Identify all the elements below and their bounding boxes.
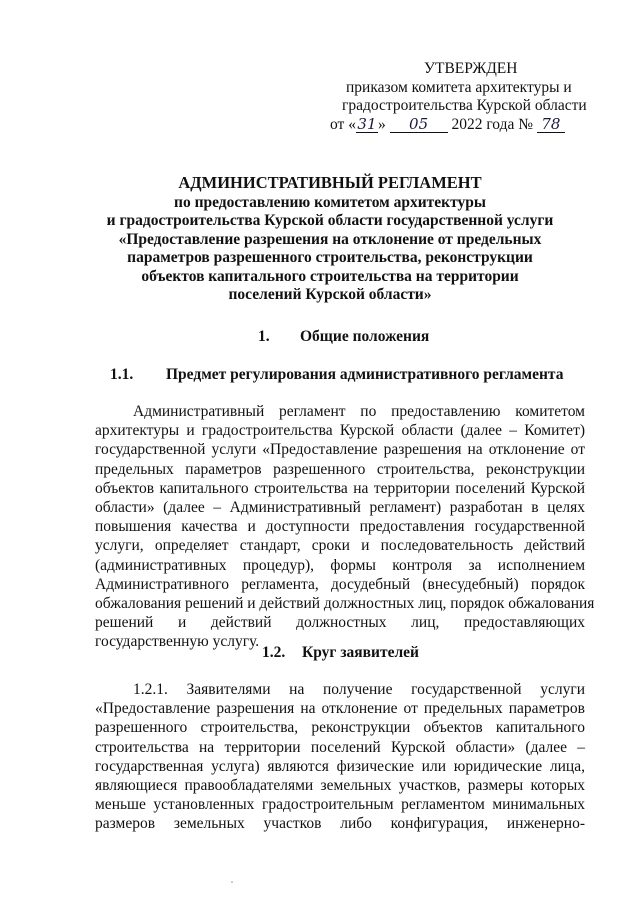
title-line-7: поселений Курской области» bbox=[228, 286, 432, 303]
paragraph-line: (административных процедур), формы контроля за исполнением bbox=[95, 556, 585, 574]
approval-heading: УТВЕРЖДЕН bbox=[424, 60, 518, 77]
approval-date-line bbox=[300, 116, 600, 135]
paragraph-line: повышения качества и доступности предоставления государственной bbox=[95, 518, 585, 536]
approval-line-committee: градостроительства Курской области bbox=[342, 97, 587, 114]
section-1-1-number: 1.1. bbox=[110, 366, 134, 383]
paragraph-line: обжалования решений и действий должностных лиц, порядок обжалования bbox=[95, 594, 595, 612]
section-1-heading bbox=[258, 328, 429, 346]
paragraph-line: являющиеся правообладателями земельных участков, размеры которых bbox=[95, 776, 585, 794]
section-1-2-paragraph bbox=[95, 680, 585, 834]
approval-month-handwritten: 05 bbox=[409, 114, 429, 133]
section-1-2-title: Круг заявителей bbox=[302, 644, 419, 661]
title-line-3: и градостроительства Курской области государственной услуги bbox=[106, 212, 554, 229]
paragraph-line: архитектуры и градостроительства Курской области (далее – Комитет) bbox=[95, 422, 585, 440]
document-title bbox=[90, 174, 570, 305]
paragraph-line: Административный регламент по предоставлению комитетом bbox=[133, 403, 585, 420]
paragraph-line: меньше установленных градостроительным регламентом минимальных bbox=[95, 796, 585, 814]
paragraph-line: государственная услуга) являются физические или юридические лица, bbox=[95, 757, 585, 775]
approval-number-handwritten: 78 bbox=[541, 114, 561, 133]
section-1-1-title: Предмет регулирования административного регламента bbox=[166, 366, 564, 383]
approval-block bbox=[300, 60, 600, 134]
paragraph-line: размеров земельных участков либо конфигурация, инженерно- bbox=[95, 815, 585, 833]
paragraph-line: «Предоставление разрешения на отклонение от предельных параметров bbox=[95, 700, 585, 718]
approval-number-field bbox=[537, 114, 565, 133]
paragraph-line: строительства на территории поселений Курской области» (далее – bbox=[95, 738, 585, 756]
title-line-1: АДМИНИСТРАТИВНЫЙ РЕГЛАМЕНТ bbox=[178, 173, 482, 192]
approval-year-text: 2022 года № bbox=[451, 115, 534, 133]
paragraph-line: государственную услугу. bbox=[95, 633, 260, 651]
paragraph-line: области» (далее – Административный регламент) разработан в целях bbox=[95, 498, 585, 516]
paragraph-line: объектов капитального строительства на территории поселений Курской bbox=[95, 479, 585, 497]
section-1-2-heading bbox=[262, 644, 419, 662]
approval-day-handwritten: 31 bbox=[357, 114, 377, 133]
section-1-title: Общие положения bbox=[300, 328, 430, 345]
title-line-6: объектов капитального строительства на территории bbox=[141, 267, 519, 285]
paragraph-line: 1.2.1. Заявителями на получение государственной услуги bbox=[133, 681, 585, 698]
approval-line-order: приказом комитета архитектуры и bbox=[346, 78, 572, 96]
approval-date-close-quote: » bbox=[377, 115, 386, 133]
section-1-1-paragraph bbox=[95, 402, 595, 651]
scan-speck bbox=[231, 881, 233, 883]
paragraph-line: предельных параметров разрешенного строительства, реконструкции bbox=[95, 460, 585, 478]
section-1-2-number: 1.2. bbox=[262, 644, 286, 661]
paragraph-line: разрешенного строительства, реконструкции объектов капитального bbox=[95, 719, 585, 737]
title-line-5: параметров разрешенного строительства, реконструкции bbox=[127, 249, 533, 266]
approval-month-field bbox=[390, 114, 448, 133]
section-1-1-heading bbox=[110, 366, 563, 384]
approval-date-prefix: от « bbox=[330, 115, 356, 133]
paragraph-line: государственной услуги «Предоставление разрешения на отклонение от bbox=[95, 441, 585, 459]
paragraph-line: Административного регламента, досудебный (внесудебный) порядок bbox=[95, 575, 585, 593]
paragraph-line: услуги, определяет стандарт, сроки и последовательность действий bbox=[95, 537, 585, 555]
title-line-2: по предоставлению комитетом архитектуры bbox=[174, 193, 486, 211]
title-line-4: «Предоставление разрешения на отклонение от предельных bbox=[118, 230, 542, 248]
section-1-number: 1. bbox=[258, 328, 270, 345]
paragraph-line: решений и действий должностных лиц, предоставляющих bbox=[95, 614, 585, 632]
approval-day-field bbox=[356, 114, 378, 133]
